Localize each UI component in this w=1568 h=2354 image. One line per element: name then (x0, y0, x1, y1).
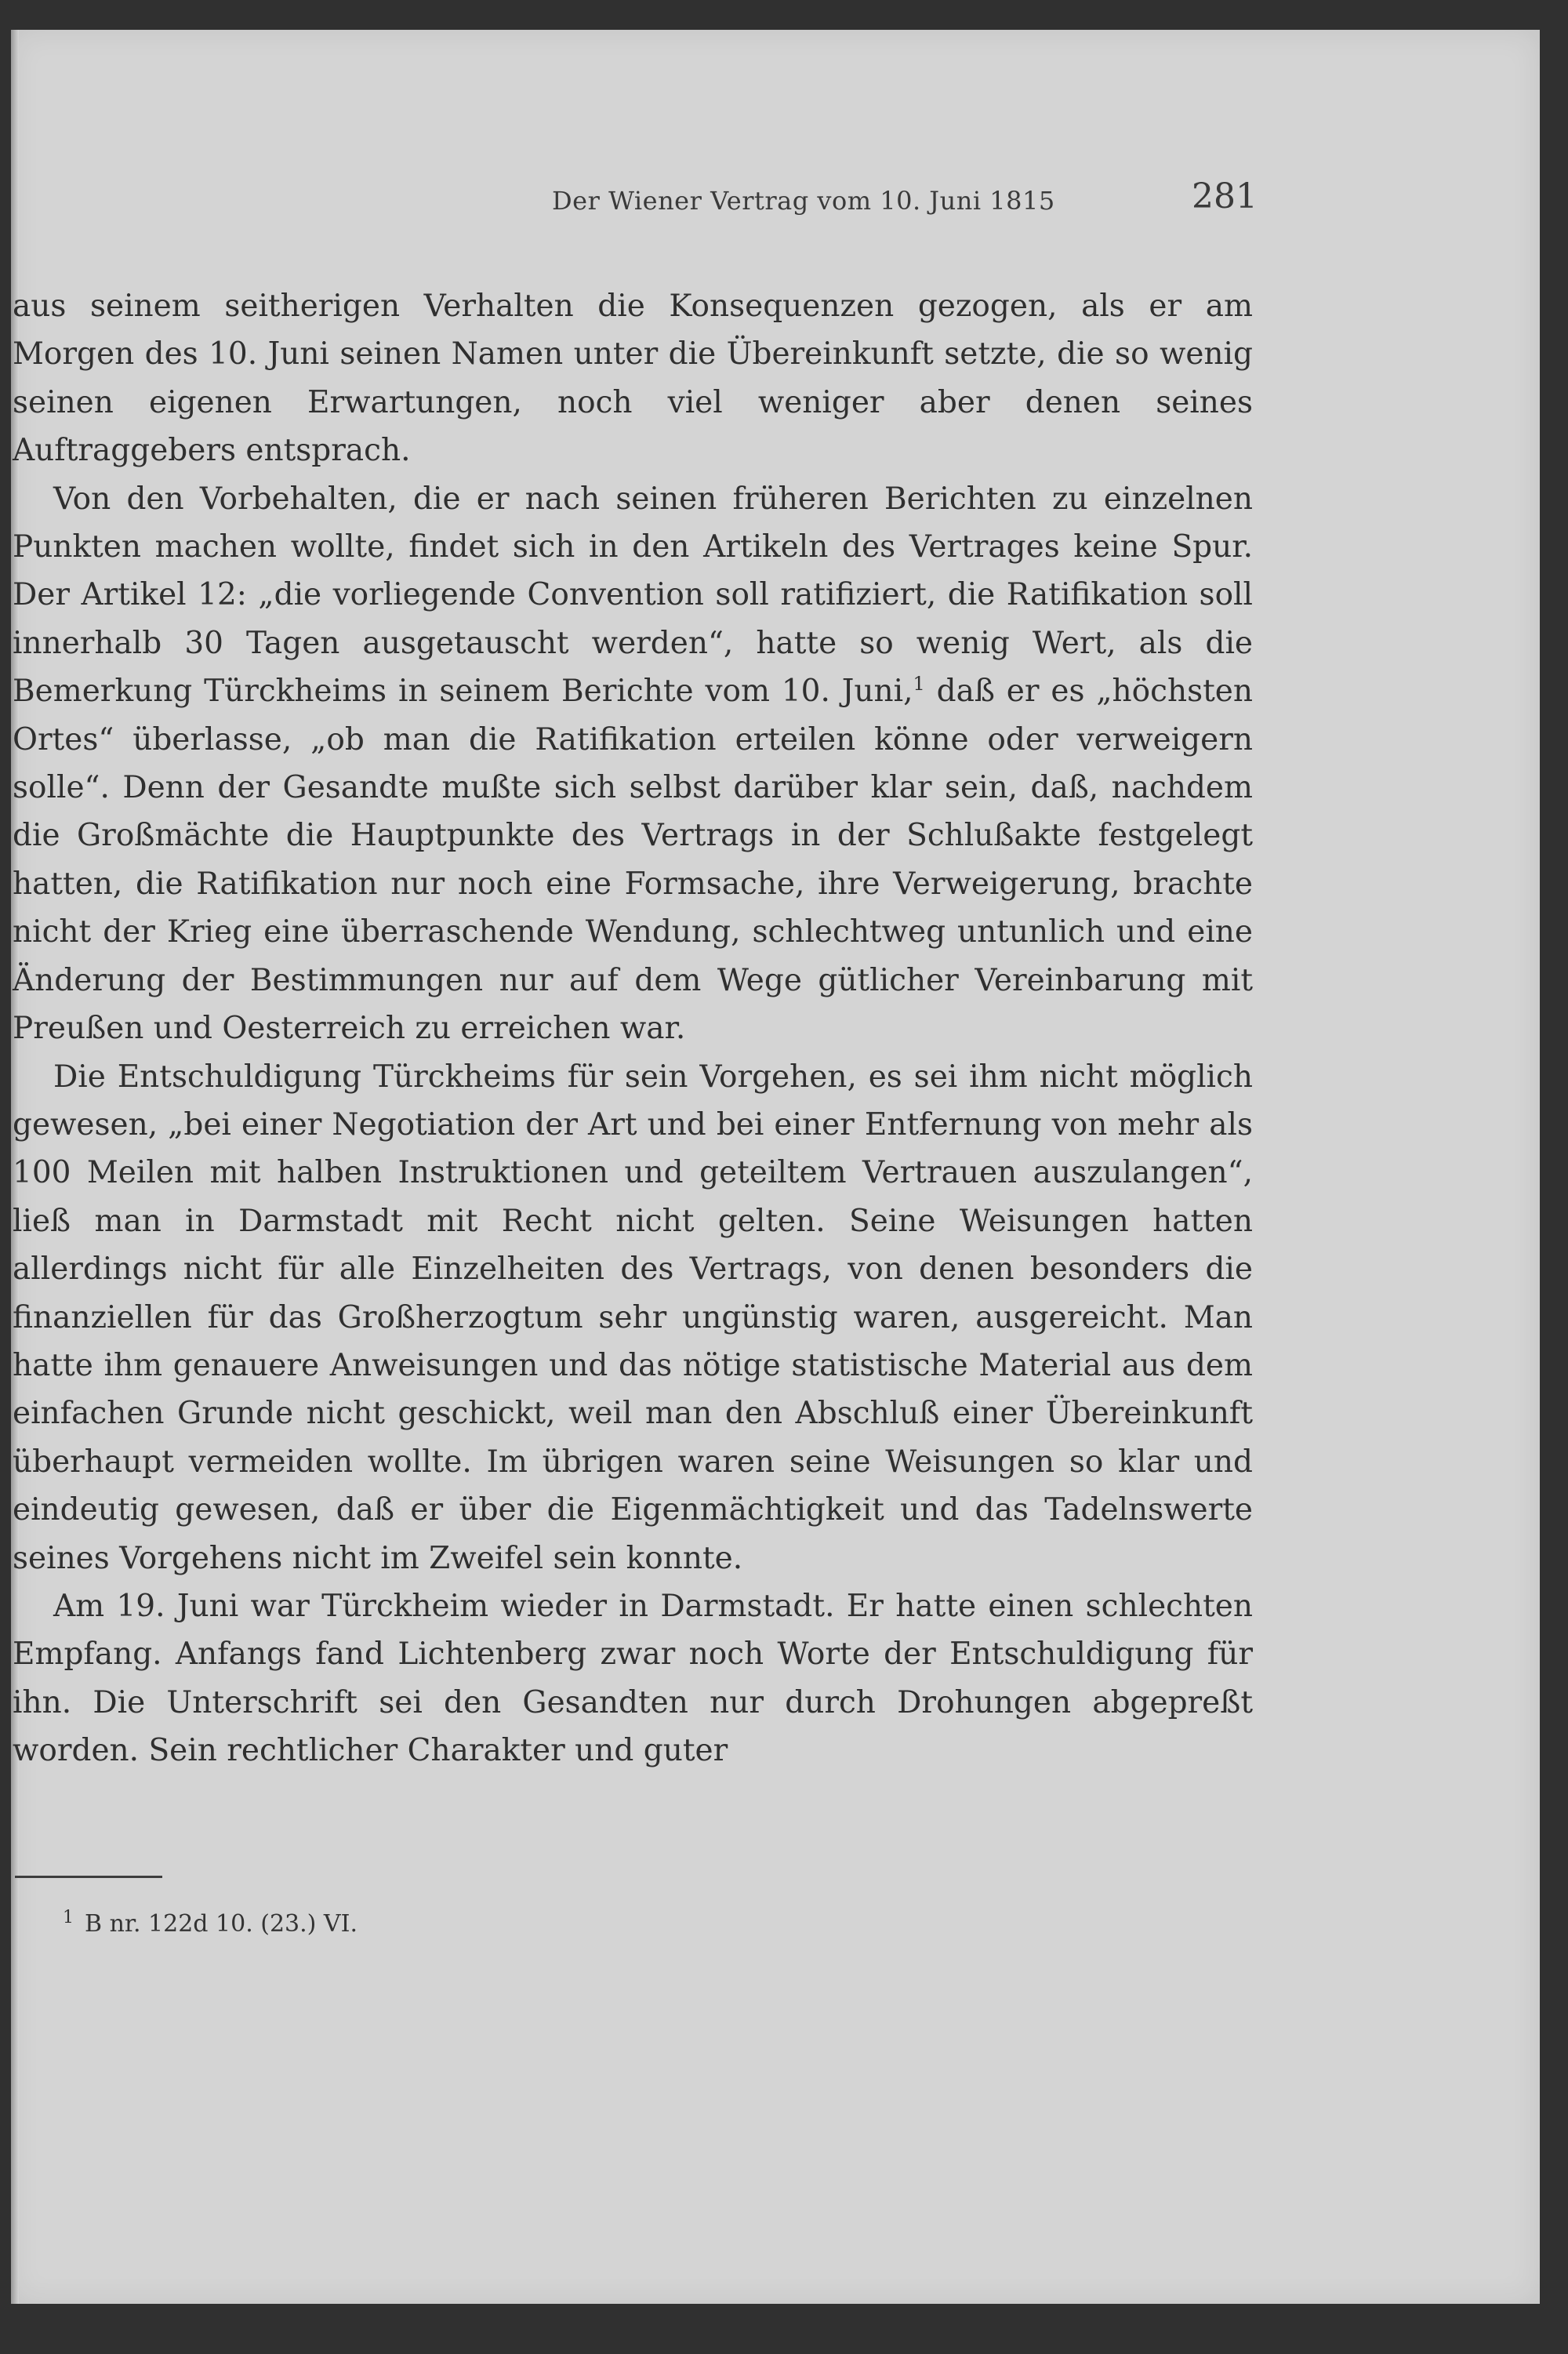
paragraph-text: Von den Vorbehalten, die er nach seinen früheren Berichten zu einzelnen Punkten machen wollte, findet sich in den Artikeln des Vertrages keine Spur. Der Artikel 12: „die vorliegende Convention soll ratifiziert, die Ratifikation soll innerhalb 30 Tagen ausgetauscht werden“, hatte so wenig Wert, als die Bemerkung Türckheims in seinem Berichte vom 10. Juni, (13, 481, 1253, 710)
footnote (63, 1908, 358, 1938)
paragraph-text: aus seinem seitherigen Verhalten die Konsequenzen gezogen, als er am Morgen des 10. Juni seinen Namen unter die Übereinkunft setzte, die so wenig seinen eigenen Erwartungen, noch viel weniger aber denen seines Auftraggebers entsprach. (13, 289, 1253, 469)
paragraph-text: daß er es „höchsten Ortes“ überlasse, „ob man die Ratifikation erteilen könne oder verweigern solle“. Denn der Gesandte mußte sich selbst darüber klar sein, daß, nachdem die Großmächte die Hauptpunkte des Vertrags in der Schlußakte festgelegt hatten, die Ratifikation nur noch eine Formsache, ihre Verweigerung, brachte nicht der Krieg eine überraschende Wendung, schlechtweg untunlich und eine Änderung der Bestimmungen nur auf dem Wege gütlicher Vereinbarung mit Preußen und Oesterreich zu erreichen war. (13, 674, 1253, 1047)
paragraph-text: Die Entschuldigung Türckheims für sein Vorgehen, es sei ihm nicht möglich gewesen, „bei einer Negotiation der Art und bei einer Entfernung von mehr als 100 Meilen mit halben Instruktionen und geteiltem Vertrauen auszulangen“, ließ man in Darmstadt mit Recht nicht gelten. Seine Weisungen hatten allerdings nicht für alle Einzelheiten des Vertrags, von denen besonders die finanziellen für das Großherzogtum sehr ungünstig waren, ausgereicht. Man hatte ihm genauere Anweisungen und das nötige statistische Material aus dem einfachen Grunde nicht geschickt, weil man den Abschluß einer Übereinkunft überhaupt vermeiden wollte. Im übrigen waren seine Weisungen so klar und eindeutig gewesen, daß er über die Eigenmächtigkeit und das Tadelnswerte seines Vorgehens nicht im Zweifel sein konnte. (13, 1059, 1253, 1576)
paragraph-2 (13, 475, 1253, 1053)
paragraph-1 (13, 282, 1253, 475)
page-number: 281 (1192, 176, 1258, 216)
footnote-mark: 1 (63, 1908, 74, 1927)
paragraph-3 (13, 1053, 1253, 1582)
book-page (11, 30, 1540, 2304)
body-text (13, 282, 1253, 1775)
footnote-text: B nr. 122d 10. (23.) VI. (85, 1910, 358, 1938)
footnote-reference: 1 (913, 673, 925, 696)
paragraph-4 (13, 1582, 1253, 1775)
running-head (552, 176, 1258, 223)
footnote-divider (15, 1876, 162, 1878)
paragraph-text: Am 19. Juni war Türckheim wieder in Darmstadt. Er hatte einen schlechten Empfang. Anfangs fand Lichtenberg zwar noch Worte der Entschuldigung für ihn. Die Unterschrift sei den Gesandten nur durch Drohungen abgepreßt worden. Sein rechtlicher Charakter und guter (13, 1588, 1253, 1769)
running-title: Der Wiener Vertrag vom 10. Juni 1815 (552, 186, 1055, 216)
